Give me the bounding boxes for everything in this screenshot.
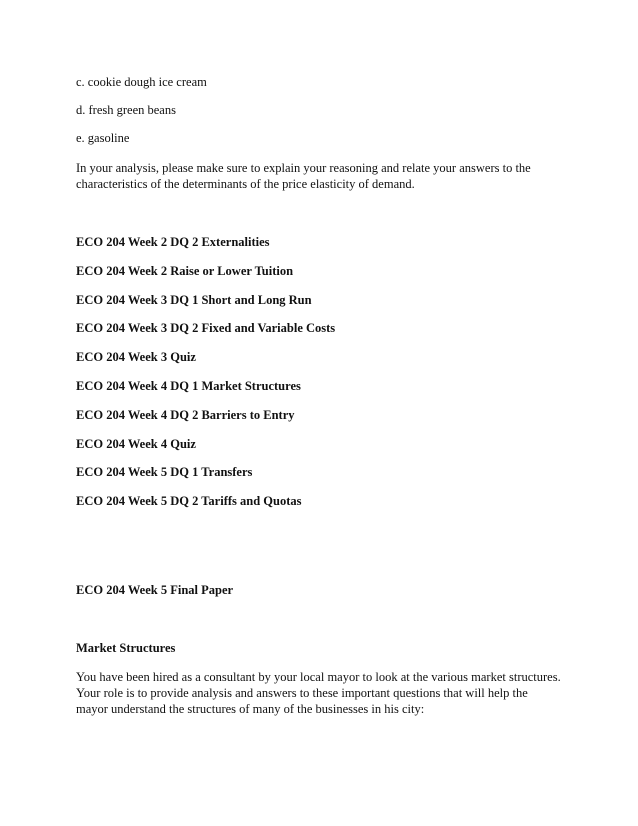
- intro-paragraph: [76, 669, 576, 717]
- analysis-paragraph: [76, 160, 576, 192]
- option-d: d. fresh green beans: [76, 103, 176, 117]
- course-link: ECO 204 Week 4 DQ 2 Barriers to Entry: [76, 408, 295, 422]
- analysis-line: characteristics of the determinants of the price elasticity of demand.: [76, 177, 415, 191]
- course-link: ECO 204 Week 2 Raise or Lower Tuition: [76, 264, 294, 278]
- intro-line: mayor understand the structures of many of the businesses in his city:: [76, 702, 425, 716]
- course-link: ECO 204 Week 5 DQ 1 Transfers: [76, 465, 253, 479]
- section-title: Market Structures: [76, 641, 176, 655]
- course-link: ECO 204 Week 4 DQ 1 Market Structures: [76, 379, 301, 393]
- intro-line: Your role is to provide analysis and answers to these important questions that will help the: [76, 686, 528, 700]
- course-link: ECO 204 Week 3 DQ 1 Short and Long Run: [76, 293, 312, 307]
- option-e: e. gasoline: [76, 131, 130, 145]
- course-link: ECO 204 Week 3 Quiz: [76, 350, 196, 364]
- course-link: ECO 204 Week 2 DQ 2 Externalities: [76, 235, 270, 249]
- final-paper-heading: ECO 204 Week 5 Final Paper: [76, 583, 234, 597]
- course-link: ECO 204 Week 4 Quiz: [76, 437, 196, 451]
- option-c: c. cookie dough ice cream: [76, 75, 207, 89]
- intro-line: You have been hired as a consultant by your local mayor to look at the various market structures.: [76, 670, 561, 684]
- analysis-line: In your analysis, please make sure to explain your reasoning and relate your answers to the: [76, 161, 531, 175]
- course-link: ECO 204 Week 5 DQ 2 Tariffs and Quotas: [76, 494, 302, 508]
- course-link: ECO 204 Week 3 DQ 2 Fixed and Variable Costs: [76, 321, 336, 335]
